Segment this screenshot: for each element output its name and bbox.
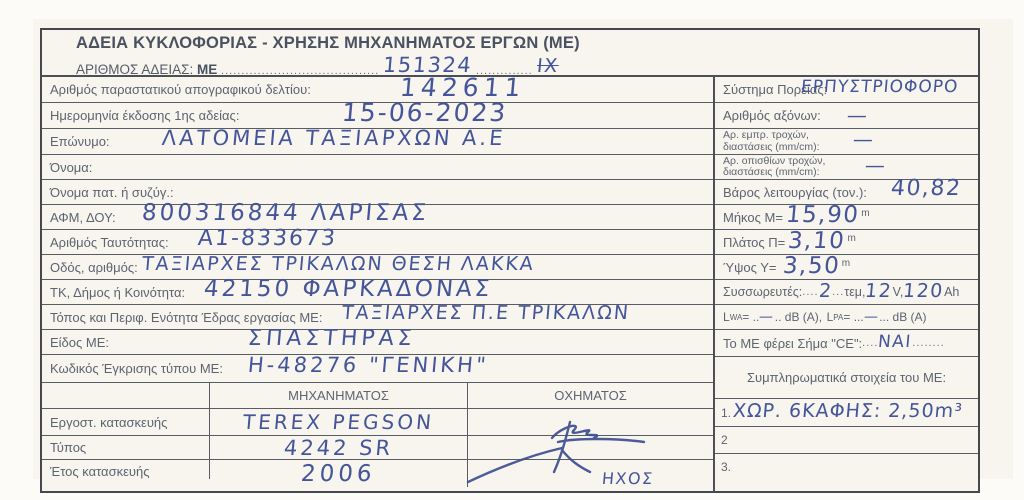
field-length	[715, 202, 978, 230]
unit-label: Ah	[944, 285, 960, 299]
field-label: Πλάτος Π=	[723, 234, 786, 250]
field-label: Σύστημα Πορείας:	[723, 82, 828, 97]
noise-equals: = ...	[843, 310, 864, 324]
item-number: 3.	[721, 460, 732, 474]
signature-text: ΗΧΟΣ	[601, 469, 655, 488]
dotted-leader: ........	[912, 337, 945, 349]
field-label-line1: Αρ. οπισθίων τροχών,	[723, 154, 826, 167]
field-label	[723, 130, 820, 153]
handwritten-value: Η-48276 "ΓΕΝΙΚΗ"	[246, 353, 490, 377]
handwritten-value: 40,82	[889, 176, 963, 201]
handwritten-dash: —	[758, 309, 776, 325]
vehicle-cell	[468, 436, 713, 459]
form-header	[42, 30, 978, 77]
item-number: 2	[721, 433, 728, 447]
dotted-leader: ..............	[475, 65, 533, 77]
supplementary-label: Συμπληρωματικά στοιχεία του ΜΕ:	[746, 370, 947, 385]
license-number-handwritten: 151324	[381, 53, 474, 77]
field-label: Το ΜΕ φέρει Σήμα "CE":	[723, 335, 863, 351]
field-label: Αριθμός παραστατικού απογραφικού δελτίου:	[50, 82, 311, 97]
handwritten-battery-ah: 120	[902, 279, 946, 302]
handwritten-value: TEREX PEGSON	[241, 410, 436, 434]
column-header-machine: ΜΗΧΑΝΗΜΑΤΟΣ	[210, 383, 468, 408]
unit-label: V,	[892, 285, 904, 299]
handwritten-value: 142611	[398, 73, 527, 102]
table-header-row	[42, 383, 713, 409]
unit-label: τεμ,	[844, 285, 866, 299]
row-label: Έτος κατασκευής	[42, 460, 210, 479]
dotted-leader: ...	[832, 286, 845, 298]
field-label: Όνομα πατ. ή συζύγ.:	[50, 184, 174, 200]
field-label: Οδός, αριθμός:	[50, 259, 138, 275]
column-header-vehicle: ΟΧΗΜΑΤΟΣ	[554, 388, 627, 403]
handwritten-value: ΛΑΤΟΜΕΙΑ ΤΑΞΙΑΡΧΩΝ Α.Ε	[160, 126, 507, 150]
dotted-leader: .......................................	[221, 65, 380, 77]
right-column	[713, 77, 978, 491]
field-surname	[42, 126, 713, 155]
field-afm-doy	[42, 200, 713, 230]
dotted-leader: ....	[802, 286, 819, 298]
item-number: 1.	[721, 405, 732, 420]
field-axle-count	[715, 103, 978, 129]
field-identity-number	[42, 226, 713, 255]
table-row-manufacturer	[42, 409, 713, 436]
license-me-label: ΜΕ	[197, 62, 218, 77]
field-label: Ημερομηνία έκδοσης 1ης αδείας:	[50, 108, 240, 123]
left-column	[42, 73, 713, 491]
noise-equals: = ..	[742, 310, 760, 324]
handwritten-value: ΤΑΞΙΑΡΧΕΣ Π.Ε ΤΡΙΚΑΛΩΝ	[341, 302, 631, 324]
handwritten-ce-value: ΝΑΙ	[877, 331, 914, 352]
field-label: Τόπος και Περιφ. Ενότητα Έδρας εργασίας ΜΕ:	[50, 309, 323, 325]
handwritten-value: 2006	[300, 461, 377, 487]
field-label: Κωδικός Έγκρισης τύπου ΜΕ:	[50, 361, 223, 376]
field-batteries	[715, 280, 978, 305]
noise-db-label: ... dB (A)	[879, 310, 927, 324]
field-label: Επώνυμο:	[50, 134, 110, 149]
noise-lwa-subscript: WA	[729, 312, 743, 322]
vehicle-cell	[468, 409, 713, 435]
dotted-leader: ....	[862, 337, 879, 349]
handwritten-value: ΣΠΑΣΤΗΡΑΣ	[246, 326, 417, 351]
permit-form	[40, 28, 980, 493]
field-width	[715, 227, 978, 255]
handwritten-value: 3,10	[787, 227, 847, 254]
field-ce-mark	[715, 330, 978, 357]
handwritten-value: 3,50	[781, 252, 841, 279]
noise-lwa-symbol: L	[723, 310, 730, 324]
handwritten-dash: —	[863, 153, 888, 177]
field-label: ΑΦΜ, ΔΟΥ:	[50, 209, 116, 225]
handwritten-value: ΕΡΠΥΣΤΡΙΟΦΟΡΟ	[800, 77, 960, 97]
field-label: Συσσωρευτές:	[723, 285, 803, 299]
noise-lpa-subscript: PA	[833, 312, 844, 322]
field-front-wheels	[715, 129, 978, 155]
field-type-approval-code	[42, 355, 713, 383]
field-label: Όνομα:	[50, 159, 93, 175]
handwritten-value: 15-06-2023	[340, 98, 509, 127]
handwritten-dash: —	[851, 127, 876, 151]
field-label-line2: διαστάσεις (mm/cm):	[723, 166, 820, 178]
handwritten-battery-qty: 2	[817, 279, 834, 302]
field-label: Αριθμός Ταυτότητας:	[50, 234, 169, 250]
form-title: ΑΔΕΙΑ ΚΥΚΛΟΦΟΡΙΑΣ - ΧΡΗΣΗΣ ΜΗΧΑΝΗΜΑΤΟΣ ΕΡΓΩΝ (ΜΕ)	[76, 34, 580, 52]
license-label: ΑΡΙΘΜΟΣ ΑΔΕΙΑΣ:	[76, 62, 194, 77]
supplementary-item-2	[715, 427, 978, 454]
field-label: Αριθμός αξόνων:	[723, 108, 821, 123]
form-body	[42, 73, 978, 491]
unit-label: m	[861, 208, 870, 219]
handwritten-value: 4242 SR	[282, 435, 395, 460]
field-machine-kind	[42, 326, 713, 355]
field-travel-system	[715, 77, 978, 103]
handwritten-value: 15,90	[784, 202, 861, 228]
table-header-blank	[42, 383, 210, 408]
field-noise-levels	[715, 305, 978, 330]
table-row-type	[42, 436, 713, 460]
supplementary-item-1	[715, 399, 978, 427]
field-label: Βάρος λειτουργίας (τον.):	[723, 184, 867, 200]
handwritten-value: Α1-833673	[196, 226, 339, 251]
field-height	[715, 252, 978, 280]
handwritten-dash: —	[863, 309, 880, 325]
field-label	[723, 156, 825, 179]
field-first-name	[42, 155, 713, 180]
handwritten-value: 800316844 ΛΑΡΙΣΑΣ	[140, 200, 431, 226]
field-label: ΤΚ, Δήμος ή Κοινότητα:	[50, 284, 186, 300]
handwritten-value: 42150 ΦΑΡΚΑΔΟΝΑΣ	[202, 276, 494, 302]
unit-label: m	[841, 258, 851, 269]
handwritten-value: ΧΩΡ. 6ΚΑΦΗΣ: 2,50m³	[732, 399, 964, 422]
supplementary-header	[715, 357, 978, 399]
supplementary-item-3	[715, 454, 978, 494]
field-label-line2: διαστάσεις (mm/cm):	[723, 140, 820, 153]
field-label: Είδος ΜΕ:	[50, 334, 110, 350]
unit-label: m	[847, 233, 856, 244]
noise-db-label: .. dB (A),	[774, 310, 823, 324]
row-label: Τύπος	[42, 436, 210, 459]
noise-lpa-symbol: L	[826, 310, 834, 324]
field-label: Μήκος Μ=	[723, 209, 783, 225]
row-label: Εργοστ. κατασκευής	[42, 409, 210, 435]
handwritten-battery-volts: 12	[864, 279, 894, 302]
handwritten-dash: —	[845, 103, 870, 127]
field-label-line1: Αρ. εμπρ. τροχών,	[723, 129, 809, 141]
handwritten-value: ΤΑΞΙΑΡΧΕΣ ΤΡΙΚΑΛΩΝ ΘΕΣΗ ΛΑΚΚΑ	[141, 253, 536, 275]
license-suffix-handwritten: ΙΧ	[535, 55, 560, 77]
field-label: Ύψος Υ=	[723, 259, 777, 275]
